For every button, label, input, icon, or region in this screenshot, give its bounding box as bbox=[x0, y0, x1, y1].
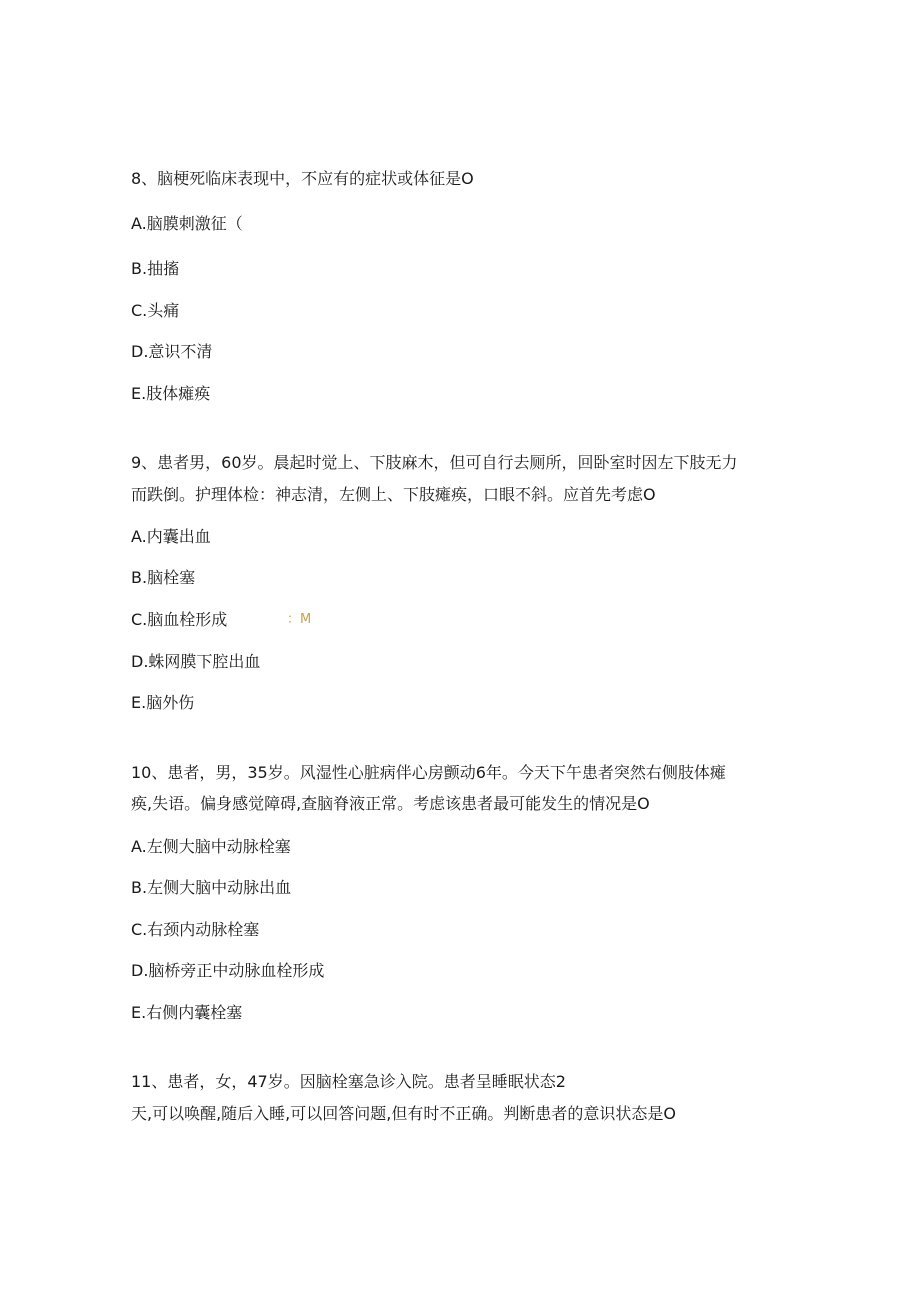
question-10-option-c: C.右颈内动脉栓塞 bbox=[131, 920, 260, 939]
question-10-option-a: A.左侧大脑中动脉栓塞 bbox=[131, 837, 291, 856]
question-9-option-c: C.脑血栓形成 bbox=[131, 610, 228, 629]
question-10-option-d: D.脑桥旁正中动脉血栓形成 bbox=[131, 961, 325, 980]
question-8-stem: 8、脑梗死临床表现中，不应有的症状或体征是O bbox=[131, 169, 474, 188]
question-8-option-c: C.头痛 bbox=[131, 301, 180, 320]
question-8-option-e: E.肢体瘫痪 bbox=[131, 384, 211, 403]
question-9-option-b: B.脑栓塞 bbox=[131, 568, 196, 587]
question-8-option-b: B.抽搐 bbox=[131, 259, 180, 278]
question-10-option-b: B.左侧大脑中动脉出血 bbox=[131, 878, 292, 897]
question-9-option-a: A.内囊出血 bbox=[131, 527, 211, 546]
stamp-mark: ：M bbox=[287, 612, 312, 627]
question-9-stem-line-2: 而跌倒。护理体检：神志清，左侧上、下肢瘫痪，口眼不斜。应首先考虑O bbox=[131, 485, 656, 504]
question-10-stem-line-1: 10、患者，男，35岁。风湿性心脏病伴心房颤动6年。今天下午患者突然右侧肢体瘫 bbox=[131, 763, 726, 782]
question-10-stem-line-2: 痪,失语。偏身感觉障碍,查脑脊液正常。考虑该患者最可能发生的情况是O bbox=[131, 794, 650, 813]
question-8-option-d: D.意识不清 bbox=[131, 342, 213, 361]
question-9-stem-line-1: 9、患者男，60岁。晨起时觉上、下肢麻木，但可自行去厕所，回卧室时因左下肢无力 bbox=[131, 453, 738, 472]
question-10-option-e: E.右侧内囊栓塞 bbox=[131, 1003, 243, 1022]
question-9-option-e: E.脑外伤 bbox=[131, 693, 195, 712]
question-8-option-a: A.脑膜刺激征（ bbox=[131, 214, 243, 233]
question-9-option-d: D.蛛网膜下腔出血 bbox=[131, 652, 261, 671]
question-11-stem-line-2: 天,可以唤醒,随后入睡,可以回答问题,但有时不正确。判断患者的意识状态是O bbox=[131, 1104, 676, 1123]
question-11-stem-line-1: 11、患者，女，47岁。因脑栓塞急诊入院。患者呈睡眠状态2 bbox=[131, 1072, 566, 1091]
